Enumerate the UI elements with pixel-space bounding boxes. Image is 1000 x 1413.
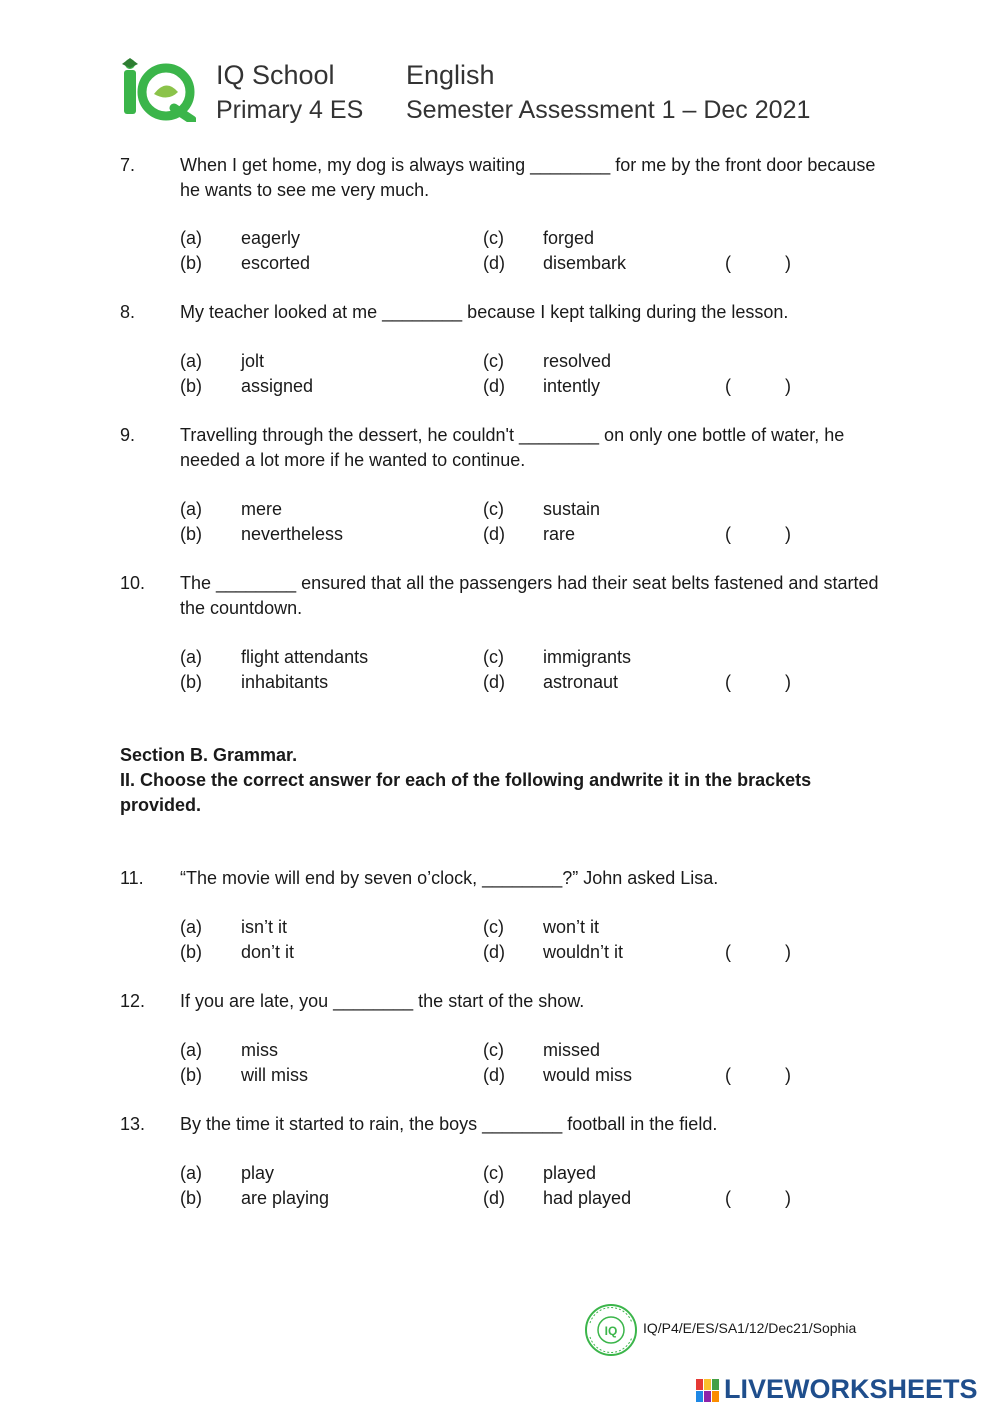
page-header [118, 52, 918, 132]
question-7 [120, 153, 890, 203]
option-a-key: (a) [180, 647, 202, 667]
grade-label: Primary 4 ES [216, 96, 364, 124]
option-d-key: (d) [483, 253, 505, 273]
question-number: 9. [120, 425, 136, 445]
option-a-key: (a) [180, 1163, 202, 1183]
option-a[interactable]: eagerly [241, 228, 301, 248]
option-c-key: (c) [483, 228, 504, 248]
question-10 [120, 571, 890, 621]
option-b[interactable]: assigned [241, 376, 314, 396]
bracket-open: ( [725, 1188, 731, 1208]
option-c[interactable]: resolved [543, 351, 612, 371]
option-d[interactable]: wouldn’t it [543, 942, 624, 962]
bracket-open: ( [725, 942, 731, 962]
bracket-open: ( [725, 672, 731, 692]
option-a[interactable]: play [241, 1163, 275, 1183]
question-9 [120, 423, 890, 473]
option-d-key: (d) [483, 524, 505, 544]
option-a-key: (a) [180, 228, 202, 248]
bracket-close: ) [785, 672, 791, 692]
option-a-key: (a) [180, 1040, 202, 1060]
option-d-key: (d) [483, 1188, 505, 1208]
bracket-open: ( [725, 1065, 731, 1085]
option-b[interactable]: don’t it [241, 942, 295, 962]
option-b-key: (b) [180, 942, 202, 962]
option-b-key: (b) [180, 253, 202, 273]
subject-label: English [406, 60, 495, 90]
question-stem: When I get home, my dog is always waiting ________ for me by the front door because he wants to see me very much. [180, 155, 876, 200]
question-12 [120, 989, 890, 1014]
svg-text:IQ: IQ [604, 1324, 618, 1338]
option-d-key: (d) [483, 942, 505, 962]
question-stem: My teacher looked at me ________ because I kept talking during the lesson. [180, 302, 789, 322]
question-number: 8. [120, 302, 136, 322]
question-stem: “The movie will end by seven o’clock, ________?” John asked Lisa. [180, 868, 719, 888]
section-b-instruction: II. Choose the correct answer for each of the following andwrite it in the brackets provided. [120, 770, 812, 815]
question-stem: The ________ ensured that all the passengers had their seat belts fastened and started the countdown. [180, 573, 879, 618]
assessment-label: Semester Assessment 1 – Dec 2021 [406, 96, 811, 124]
option-b[interactable]: nevertheless [241, 524, 344, 544]
option-a-key: (a) [180, 351, 202, 371]
liveworksheets-logo-icon [696, 1379, 720, 1403]
option-a-key: (a) [180, 917, 202, 937]
option-c-key: (c) [483, 499, 504, 519]
section-b-title: Section B. Grammar. [120, 745, 298, 765]
option-b-key: (b) [180, 524, 202, 544]
option-d[interactable]: intently [543, 376, 601, 396]
bracket-close: ) [785, 253, 791, 273]
option-b-key: (b) [180, 1065, 202, 1085]
option-b[interactable]: inhabitants [241, 672, 329, 692]
option-a[interactable]: miss [241, 1040, 278, 1060]
school-name: IQ School [216, 60, 335, 90]
bracket-close: ) [785, 1065, 791, 1085]
bracket-close: ) [785, 1188, 791, 1208]
option-b-key: (b) [180, 1188, 202, 1208]
option-a[interactable]: mere [241, 499, 283, 519]
option-d[interactable]: disembark [543, 253, 627, 273]
option-c-key: (c) [483, 647, 504, 667]
bracket-open: ( [725, 376, 731, 396]
bracket-close: ) [785, 376, 791, 396]
document-code: IQ/P4/E/ES/SA1/12/Dec21/Sophia [643, 1320, 857, 1336]
option-a-key: (a) [180, 499, 202, 519]
option-c-key: (c) [483, 1163, 504, 1183]
liveworksheets-brand [696, 1374, 996, 1408]
question-stem: By the time it started to rain, the boys ________ football in the field. [180, 1114, 718, 1134]
bracket-close: ) [785, 524, 791, 544]
bracket-open: ( [725, 253, 731, 273]
option-b[interactable]: will miss [241, 1065, 308, 1085]
option-c[interactable]: won’t it [543, 917, 600, 937]
option-c[interactable]: played [543, 1163, 597, 1183]
option-d-key: (d) [483, 376, 505, 396]
option-a[interactable]: isn’t it [241, 917, 288, 937]
option-c[interactable]: sustain [543, 499, 601, 519]
question-number: 10. [120, 573, 146, 593]
option-c[interactable]: missed [543, 1040, 601, 1060]
option-d[interactable]: would miss [543, 1065, 633, 1085]
option-b[interactable]: are playing [241, 1188, 330, 1208]
option-c-key: (c) [483, 1040, 504, 1060]
question-8 [120, 300, 890, 325]
option-d-key: (d) [483, 1065, 505, 1085]
option-d[interactable]: had played [543, 1188, 632, 1208]
question-number: 12. [120, 991, 146, 1011]
option-b-key: (b) [180, 672, 202, 692]
question-number: 13. [120, 1114, 146, 1134]
question-13 [120, 1112, 890, 1137]
option-d[interactable]: rare [543, 524, 576, 544]
question-stem: Travelling through the dessert, he couldn't ________ on only one bottle of water, he needed a lot more if he wanted to continue. [180, 425, 845, 470]
option-a[interactable]: jolt [241, 351, 265, 371]
bracket-open: ( [725, 524, 731, 544]
option-c-key: (c) [483, 917, 504, 937]
iq-school-logo [118, 56, 196, 122]
approved-stamp-icon [584, 1303, 638, 1357]
option-b-key: (b) [180, 376, 202, 396]
option-d[interactable]: astronaut [543, 672, 619, 692]
option-d-key: (d) [483, 672, 505, 692]
bracket-close: ) [785, 942, 791, 962]
option-c-key: (c) [483, 351, 504, 371]
question-number: 7. [120, 155, 136, 175]
liveworksheets-wordmark[interactable]: LIVEWORKSHEETS [724, 1374, 978, 1404]
question-number: 11. [120, 868, 144, 888]
option-c[interactable]: immigrants [543, 647, 632, 667]
question-11 [120, 866, 890, 891]
question-stem: If you are late, you ________ the start of the show. [180, 991, 585, 1011]
option-b[interactable]: escorted [241, 253, 311, 273]
option-a[interactable]: flight attendants [241, 647, 369, 667]
option-c[interactable]: forged [543, 228, 595, 248]
